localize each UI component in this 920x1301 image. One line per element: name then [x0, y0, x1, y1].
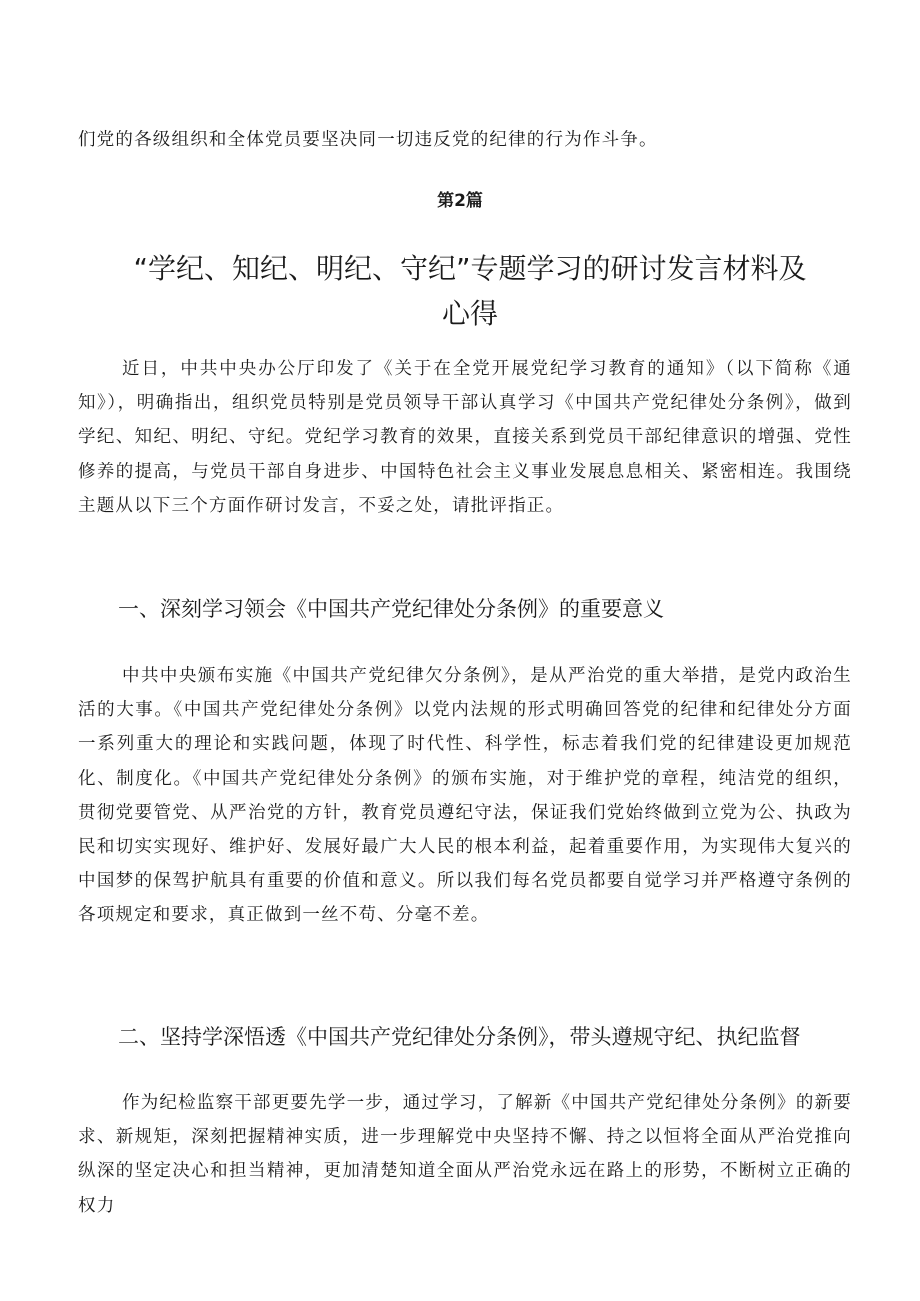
section-label: 第2篇 [437, 191, 483, 211]
top-paragraph: 们党的各级组织和全体党员要坚决同一切违反党的纪律的行为作斗争。 [78, 130, 658, 150]
section-body-1: 中共中央颁布实施《中国共产党纪律欠分条例》，是从严治党的重大举措，是党内政治生活的大事。《中国共产党纪律处分条例》以党内法规的形式明确回答党的纪律和纪律处分方面一系列重大的理论和实践问题，体现了时代性、科学性，标志着我们党的纪律建设更加规范化、制度化。《中国共产党纪律处分条例》的颁布实施，对于维护党的章程，纯洁党的组织，贯彻党要管党、从严治党的方针，教育党员遵纪守法，保证我们党始终做到立党为公、执政为民和切实实现好、维护好、发展好最广大人民的根本利益，起着重要作用，为实现伟大复兴的中国梦的保驾护航具有重要的价值和意义。所以我们每名党员都要自觉学习并严格遵守条例的各项规定和要求，真正做到一丝不苟、分毫不差。 [78, 666, 852, 926]
section-heading-2: 二、坚持学深悟透《中国共产党纪律处分条例》，带头遵规守纪、执纪监督 [118, 1025, 801, 1049]
section-heading-1: 一、深刻学习领会《中国共产党纪律处分条例》的重要意义 [118, 597, 664, 621]
document-title: “学纪、知纪、明纪、守纪”专题学习的研讨发言材料及心得 [133, 252, 807, 330]
section-body-2: 作为纪检监察干部更要先学一步，通过学习，了解新《中国共产党纪律处分条例》的新要求、新规矩，深刻把握精神实质，进一步理解党中央坚持不懈、持之以恒将全面从严治党推向纵深的坚定决心和担当精神，更加清楚知道全面从严治党永远在路上的形势，不断树立正确的权力 [78, 1093, 852, 1216]
intro-paragraph: 近日，中共中央办公厅印发了《关于在全党开展党纪学习教育的通知》（以下简称《通知》），明确指出，组织党员特别是党员领导干部认真学习《中国共产党纪律处分条例》，做到学纪、知纪、明纪、守纪。党纪学习教育的效果，直接关系到党员干部纪律意识的增强、党性修养的提高，与党员干部自身进步、中国特色社会主义事业发展息息相关、紧密相连。我围绕主题从以下三个方面作研讨发言，不妥之处，请批评指正。 [78, 359, 852, 516]
